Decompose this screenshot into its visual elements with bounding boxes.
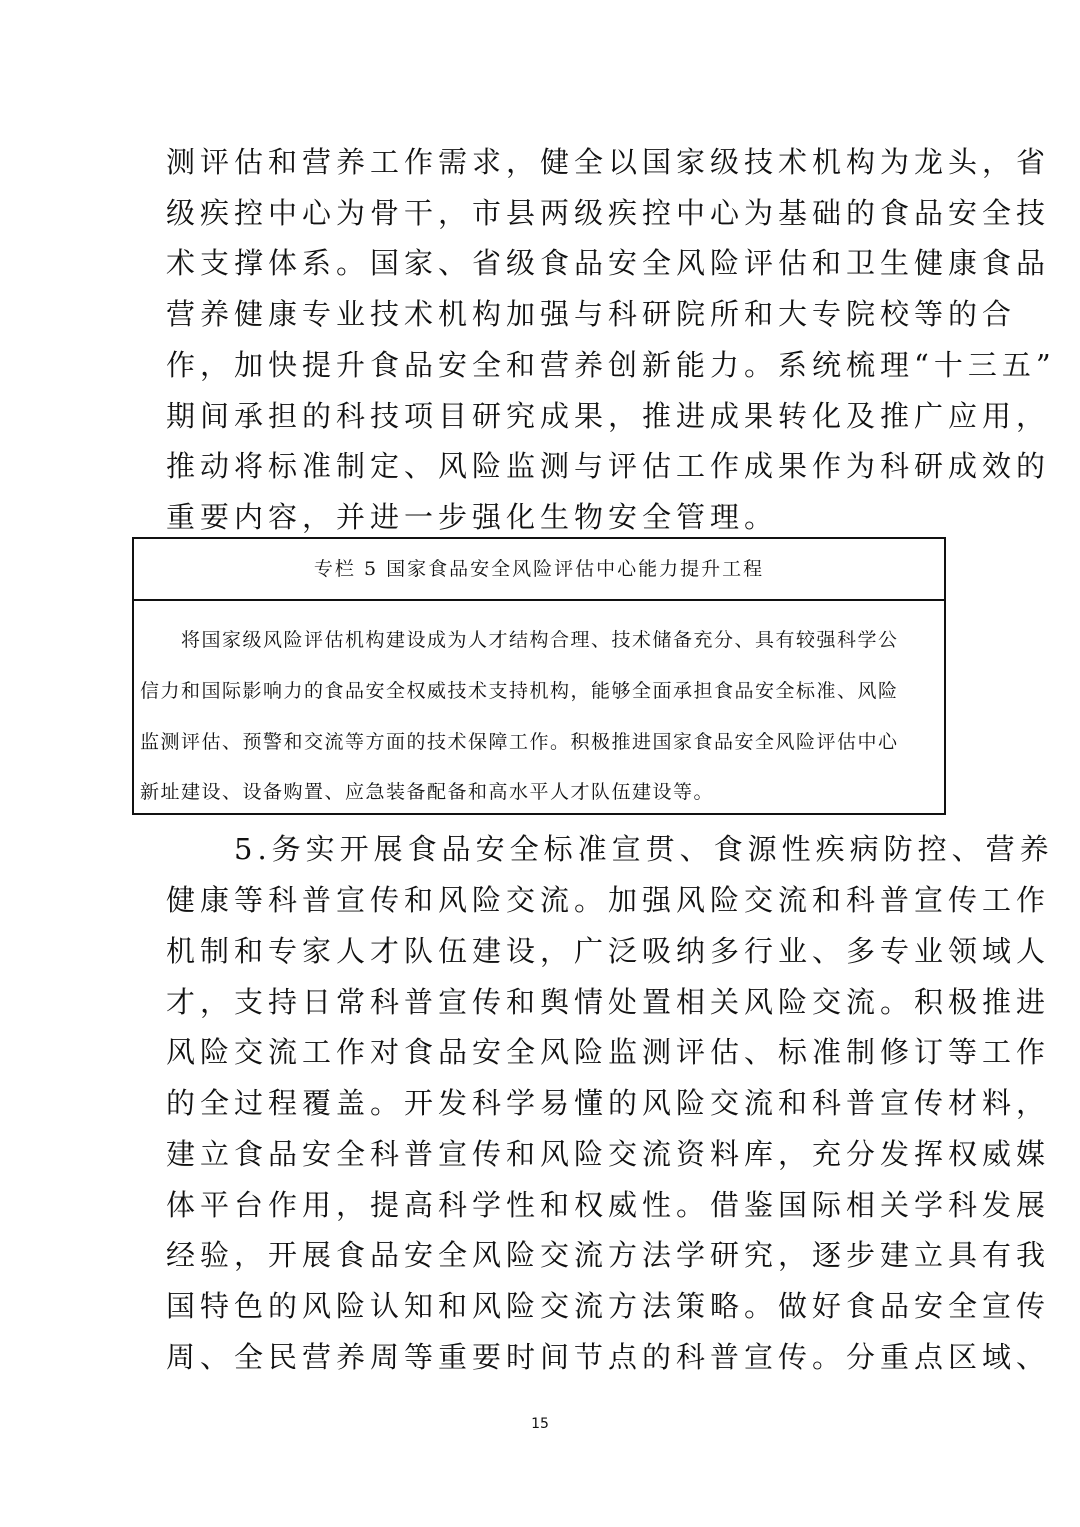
paragraph-line: 周、全民营养周等重要时间节点的科普宣传。分重点区域、 <box>166 1340 1051 1374</box>
paragraph-line: 建立食品安全科普宣传和风险交流资料库，充分发挥权威媒 <box>166 1137 1051 1171</box>
paragraph-line: 才，支持日常科普宣传和舆情处置相关风险交流。积极推进 <box>166 985 1051 1019</box>
paragraph-line: 的全过程覆盖。开发科学易懂的风险交流和科普宣传材料， <box>166 1086 1051 1120</box>
paragraph-line: 级疾控中心为骨干，市县两级疾控中心为基础的食品安全技 <box>166 196 1051 230</box>
feature-box-line: 新址建设、设备购置、应急装备配备和高水平人才队伍建设等。 <box>140 781 715 803</box>
paragraph-line: 测评估和营养工作需求，健全以国家级技术机构为龙头，省 <box>166 145 1051 179</box>
paragraph-line: 体平台作用，提高科学性和权威性。借鉴国际相关学科发展 <box>166 1188 1051 1222</box>
feature-box-line: 将国家级风险评估机构建设成为人才结构合理、技术储备充分、具有较强科学公 <box>140 629 899 651</box>
paragraph-line: 营养健康专业技术机构加强与科研院所和大专院校等的合 <box>166 297 1017 331</box>
paragraph-line: 作，加快提升食品安全和营养创新能力。系统梳理“十三五” <box>166 348 1056 382</box>
paragraph-line: 国特色的风险认知和风险交流方法策略。做好食品安全宣传 <box>166 1289 1051 1323</box>
paragraph-line: 风险交流工作对食品安全风险监测评估、标准制修订等工作 <box>166 1035 1051 1069</box>
page-number: 15 <box>531 1416 549 1432</box>
feature-box-line: 信力和国际影响力的食品安全权威技术支持机构，能够全面承担食品安全标准、风险 <box>140 680 899 702</box>
paragraph-line: 5.务实开展食品安全标准宣贯、食源性疾病防控、营养 <box>166 832 1054 866</box>
paragraph-line: 推动将标准制定、风险监测与评估工作成果作为科研成效的 <box>166 449 1051 483</box>
paragraph-line: 重要内容，并进一步强化生物安全管理。 <box>166 500 779 534</box>
paragraph-line: 经验，开展食品安全风险交流方法学研究，逐步建立具有我 <box>166 1238 1051 1272</box>
paragraph-line: 术支撑体系。国家、省级食品安全风险评估和卫生健康食品 <box>166 246 1051 280</box>
feature-box <box>132 537 946 815</box>
paragraph-line: 健康等科普宣传和风险交流。加强风险交流和科普宣传工作 <box>166 883 1051 917</box>
feature-box-title: 专栏 5 国家食品安全风险评估中心能力提升工程 <box>134 539 944 601</box>
paragraph-line: 机制和专家人才队伍建设，广泛吸纳多行业、多专业领域人 <box>166 934 1051 968</box>
feature-box-line: 监测评估、预警和交流等方面的技术保障工作。积极推进国家食品安全风险评估中心 <box>140 731 899 753</box>
paragraph-line: 期间承担的科技项目研究成果，推进成果转化及推广应用， <box>166 399 1051 433</box>
